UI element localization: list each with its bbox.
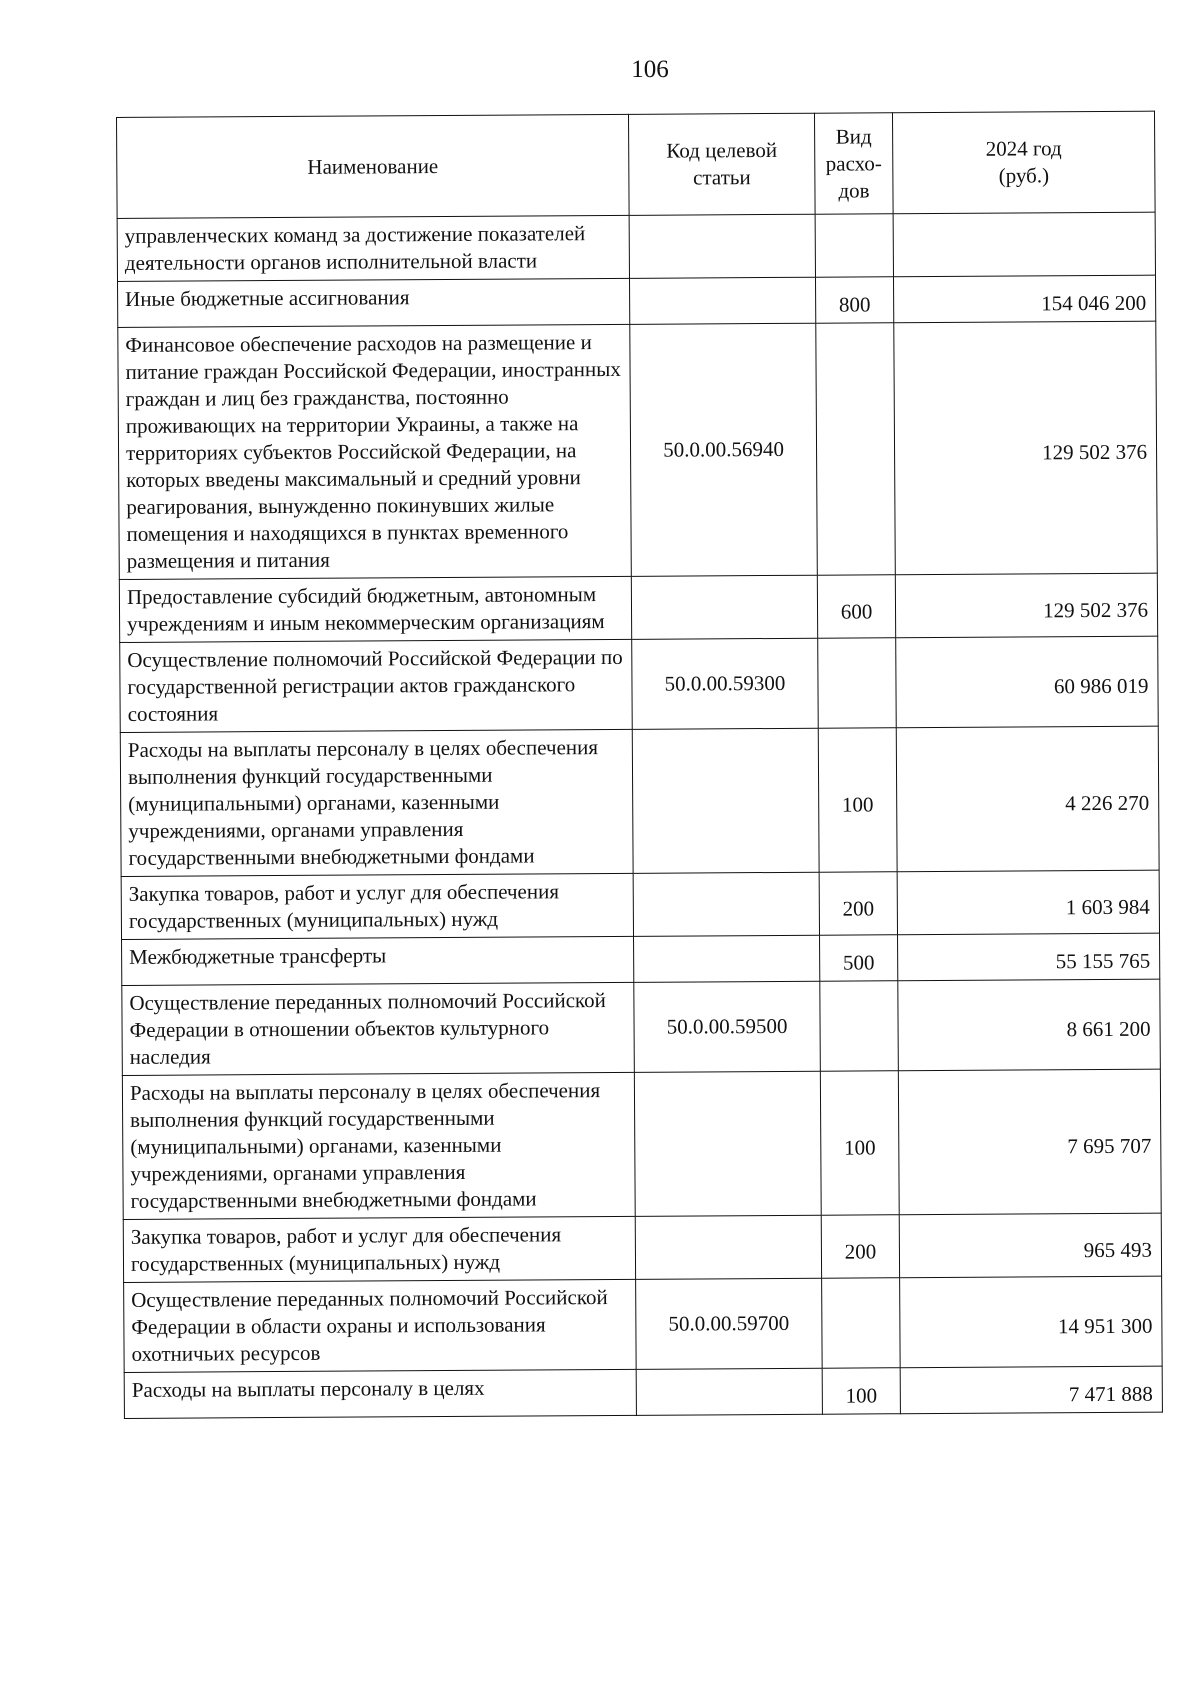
row-type: 200 — [821, 1215, 899, 1278]
row-code — [632, 728, 819, 873]
row-code — [635, 1215, 821, 1279]
page-number: 106 — [631, 56, 669, 83]
row-name: Осуществление переданных полномочий Российской Федерации в отношении объектов культурного наследия — [122, 982, 635, 1075]
row-amount: 7 695 707 — [898, 1069, 1161, 1215]
table-row — [118, 321, 1158, 579]
row-name: Расходы на выплаты персоналу в целях обеспечения выполнения функций государственными (муниципальными) органами, казенными учреждениями, органами управления государственными внебюджетными фондами — [120, 729, 633, 876]
row-amount: 55 155 765 — [898, 933, 1160, 981]
header-type: Вид расхо- дов — [814, 113, 893, 214]
row-type — [815, 214, 893, 277]
row-name: Осуществление переданных полномочий Российской Федерации в области охраны и использования охотничьих ресурсов — [124, 1279, 637, 1372]
header-amount: 2024 год (руб.) — [892, 111, 1155, 214]
row-code: 50.0.00.59500 — [634, 981, 821, 1072]
row-type — [820, 981, 899, 1071]
row-name: Осуществление полномочий Российской Федерации по государственной регистрации актов гражданского состояния — [120, 639, 633, 732]
row-code: 50.0.00.59700 — [636, 1278, 823, 1369]
table-row — [124, 1366, 1162, 1418]
row-name: Закупка товаров, работ и услуг для обеспечения государственных (муниципальных) нужд — [123, 1216, 635, 1282]
row-amount: 129 502 376 — [895, 573, 1157, 638]
row-code — [633, 872, 819, 936]
row-name: Расходы на выплаты персоналу в целях обеспечения выполнения функций государственными (муниципальными) органами, казенными учреждениями, органами управления государственными внебюджетными фондами — [122, 1072, 635, 1219]
table-row — [122, 933, 1160, 985]
table-row — [122, 1069, 1161, 1219]
table-row — [121, 870, 1159, 939]
row-type — [816, 323, 896, 575]
row-type: 200 — [819, 872, 897, 935]
row-amount: 60 986 019 — [896, 636, 1159, 728]
row-code — [634, 935, 820, 982]
table-row — [120, 726, 1159, 876]
header-name: Наименование — [117, 114, 630, 218]
row-amount — [893, 212, 1155, 277]
row-type: 100 — [818, 728, 897, 872]
row-amount: 7 471 888 — [900, 1366, 1162, 1414]
table-row — [118, 275, 1156, 327]
table-row — [123, 1213, 1161, 1282]
row-type: 100 — [820, 1071, 899, 1215]
table-row — [120, 636, 1159, 732]
row-code: 50.0.00.56940 — [630, 323, 818, 576]
row-type: 800 — [815, 277, 893, 323]
table-row — [117, 212, 1155, 281]
row-type — [822, 1278, 901, 1368]
row-name: Финансовое обеспечение расходов на размещение и питание граждан Российской Федерации, иностранных граждан и лиц без гражданства, постоянно проживающих на территории Украины, а также на территориях субъектов Российской Федерации, на которых введены максимальный и средний уровни реагирования, вынужденно покинувших жилые помещения и находящихся в пунктах временного размещения и питания — [118, 324, 632, 579]
table-header-row — [117, 111, 1156, 218]
row-name: Иные бюджетные ассигнования — [118, 278, 630, 327]
row-code — [636, 1368, 822, 1415]
row-amount: 4 226 270 — [896, 726, 1159, 872]
row-code — [631, 575, 817, 639]
row-name: управленческих команд за достижение показателей деятельности органов исполнительной власти — [117, 215, 629, 281]
row-code: 50.0.00.59300 — [632, 638, 819, 729]
row-name: Межбюджетные трансферты — [122, 936, 634, 985]
table-row — [124, 1276, 1163, 1372]
row-type: 600 — [817, 575, 895, 638]
table-row — [119, 573, 1157, 642]
row-name: Предоставление субсидий бюджетным, автономным учреждениям и иным некоммерческим организациям — [119, 576, 631, 642]
row-name: Закупка товаров, работ и услуг для обеспечения государственных (муниципальных) нужд — [121, 873, 633, 939]
row-amount: 1 603 984 — [897, 870, 1159, 935]
row-amount: 154 046 200 — [893, 275, 1155, 323]
row-type: 100 — [822, 1368, 900, 1414]
row-amount: 8 661 200 — [898, 979, 1161, 1071]
row-code — [629, 277, 815, 324]
row-code — [634, 1071, 821, 1216]
row-code — [629, 214, 815, 278]
row-amount: 14 951 300 — [900, 1276, 1163, 1368]
row-name: Расходы на выплаты персоналу в целях — [124, 1369, 636, 1418]
row-type — [818, 638, 897, 728]
row-amount: 965 493 — [899, 1213, 1161, 1278]
row-amount: 129 502 376 — [894, 321, 1158, 575]
header-code: Код целевой статьи — [628, 113, 815, 215]
table-row — [122, 979, 1161, 1075]
budget-table — [116, 111, 1163, 1419]
row-type: 500 — [820, 935, 898, 981]
